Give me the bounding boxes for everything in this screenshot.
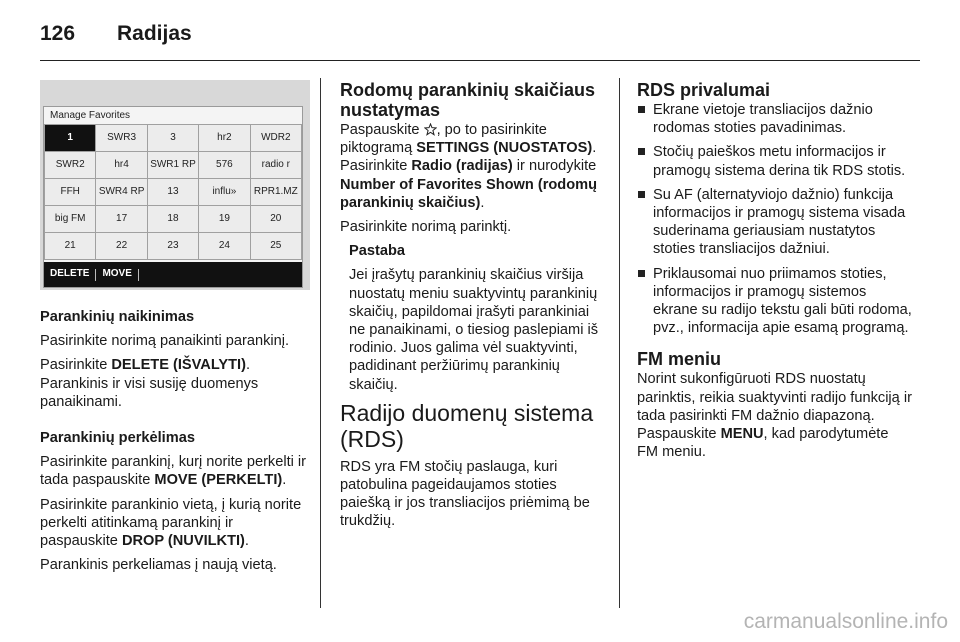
favorite-slot[interactable]: 25 (251, 233, 301, 259)
text-run: Norint sukonfigūruoti RDS nuostatų parinktis, reikia suaktyvinti radijo funkciją ir tada pasirinkti FM dažnio diapazoną. Paspauskite (637, 371, 912, 443)
config-icon (424, 123, 437, 136)
favorite-slot[interactable]: FFH (45, 179, 95, 205)
favorite-slot[interactable]: 20 (251, 206, 301, 232)
delete-paragraph-2 (40, 356, 310, 411)
note-body: Jei įrašytų parankinių skaičius viršija nuostatų meniu suaktyvintų parankinių skaičių, papildomai įrašyti parankiniai ne panaikinami, o tiesiog paslepiami iš rodinio. Juos galima vėl suaktyvinti, padidinant peržiūrimų parankinių skaičių. (349, 267, 599, 393)
favorite-slot[interactable]: 1 (45, 125, 95, 151)
select-option-paragraph: Pasirinkite norimą parinktį. (340, 219, 512, 236)
favorite-slot[interactable]: 19 (199, 206, 249, 232)
bullet-icon (638, 148, 645, 155)
favorite-slot[interactable]: 3 (148, 125, 198, 151)
note-block (349, 242, 608, 394)
softkey-bar (44, 262, 302, 287)
move-paragraph-2 (40, 496, 310, 551)
favorite-slot[interactable]: 18 (148, 206, 198, 232)
favorite-slot[interactable]: 24 (199, 233, 249, 259)
rds-benefits-heading: RDS privalumai (637, 80, 771, 100)
text-run: , po to pasirinkite piktogramą (340, 122, 547, 157)
bullet-icon (638, 270, 645, 277)
note-heading: Pastaba (349, 243, 405, 260)
text-run: . (244, 533, 249, 550)
favorite-slot[interactable]: 22 (96, 233, 146, 259)
move-heading: Parankinių perkėlimas (40, 430, 195, 447)
settings-label: SETTINGS (NUOSTATOS) (416, 140, 593, 157)
delete-heading: Parankinių naikinimas (40, 309, 195, 325)
rds-body: RDS yra FM stočių paslauga, kuri patobulina pageidaujamos stoties paiešką ir jos transliacijos priėmimą be trukdžių. (340, 458, 590, 530)
favorite-slot[interactable]: SWR1 RP (148, 152, 198, 178)
fm-menu-body (637, 370, 913, 461)
figure-wrapper (40, 80, 310, 290)
favorites-count-paragraph (340, 121, 608, 212)
delete-key-label: DELETE (IŠVALYTI) (111, 357, 246, 374)
favorite-slot[interactable]: SWR4 RP (96, 179, 146, 205)
text-run: . Pasirinkite (340, 140, 597, 175)
text-run: Pasirinkite parankinį, kurį norite perkelti ir tada paspauskite (40, 454, 307, 489)
rds-benefits-list (637, 101, 913, 337)
favorite-slot[interactable]: big FM (45, 206, 95, 232)
bullet-icon (638, 191, 645, 198)
favorite-slot[interactable]: 17 (96, 206, 146, 232)
favorite-slot[interactable]: hr4 (96, 152, 146, 178)
list-item-text: Stočių paieškos metu informacijos ir pramogų sistema derina tik RDS stotis. (653, 144, 906, 179)
softkey-move[interactable]: MOVE (102, 268, 132, 280)
list-item-text: Su AF (alternatyviojo dažnio) funkcija informacijos ir pramogų sistema visada suderinama geriausiam nustatytos stoties transliacijos dažniui. (653, 186, 906, 258)
favorite-slot[interactable]: radio r (251, 152, 301, 178)
text-run: Paspauskite (340, 122, 424, 138)
page-number: 126 (40, 22, 76, 45)
list-item (637, 143, 913, 179)
column-2 (340, 80, 608, 537)
favorite-slot[interactable]: 23 (148, 233, 198, 259)
move-paragraph-3: Parankinis perkeliamas į naują vietą. (40, 557, 277, 574)
list-item-text: Priklausomai nuo priimamos stoties, informacijos ir pramogų sistemos ekrane su radijo tekstu gali būti rodoma, pvz., informacija apie esamą programą. (653, 265, 912, 337)
list-item-text: Ekrane vietoje transliacijos dažnio rodomas stoties pavadinimas. (653, 102, 873, 137)
move-key-label: MOVE (PERKELTI) (154, 472, 283, 489)
radio-label: Radio (radijas) (411, 158, 513, 175)
watermark: carmanualsonline.info (743, 610, 948, 633)
move-paragraph-1 (40, 453, 310, 489)
favorites-grid (44, 124, 302, 260)
header-rule (40, 60, 920, 61)
softkey-separator (138, 269, 139, 281)
list-item (637, 186, 913, 259)
bullet-icon (638, 106, 645, 113)
column-3 (637, 80, 913, 467)
favorite-slot[interactable]: 13 (148, 179, 198, 205)
chapter-title: Radijas (117, 22, 192, 45)
favorites-count-heading: Rodomų parankinių skaičiaus nustatymas (340, 80, 596, 120)
text-run: , kad parodytumėte FM meniu. (637, 426, 889, 461)
rds-heading: Radijo duomenų sistema (RDS) (340, 399, 594, 452)
list-item (637, 265, 913, 338)
text-run: Pasirinkite parankinio vietą, į kurią norite perkelti atitinkamą parankinį ir paspauskite (40, 496, 302, 550)
drop-key-label: DROP (NUVILKTI) (121, 533, 245, 550)
column-divider (619, 78, 620, 608)
screen-panel (43, 106, 303, 288)
column-1 (40, 80, 310, 580)
list-item (637, 101, 913, 137)
favorites-screenshot (40, 80, 310, 290)
favorite-slot[interactable]: WDR2 (251, 125, 301, 151)
fm-menu-heading: FM meniu (637, 349, 721, 370)
favorite-slot[interactable]: influ» (199, 179, 249, 205)
text-run: Pasirinkite (40, 357, 112, 374)
text-run: ir nurodykite (512, 158, 597, 175)
text-run: . Parankinis ir visi susiję duomenys panaikinami. (40, 357, 259, 410)
favorite-slot[interactable]: SWR2 (45, 152, 95, 178)
delete-paragraph-1: Pasirinkite norimą panaikinti parankinį. (40, 333, 290, 350)
text-run: . (282, 472, 287, 489)
favorite-slot[interactable]: 576 (199, 152, 249, 178)
text-run: . (480, 194, 485, 211)
column-divider (320, 78, 321, 608)
favorite-slot[interactable]: SWR3 (96, 125, 146, 151)
softkey-delete[interactable]: DELETE (50, 268, 90, 280)
favorite-slot[interactable]: hr2 (199, 125, 249, 151)
menu-key-label: MENU (720, 426, 764, 443)
favorite-slot[interactable]: 21 (45, 233, 95, 259)
screen-title: Manage Favorites (50, 110, 131, 121)
favorite-slot[interactable]: RPR1.MZ (251, 179, 301, 205)
favorites-shown-label: Number of Favorites Shown (rodomų parankinių skaičius) (340, 176, 598, 211)
